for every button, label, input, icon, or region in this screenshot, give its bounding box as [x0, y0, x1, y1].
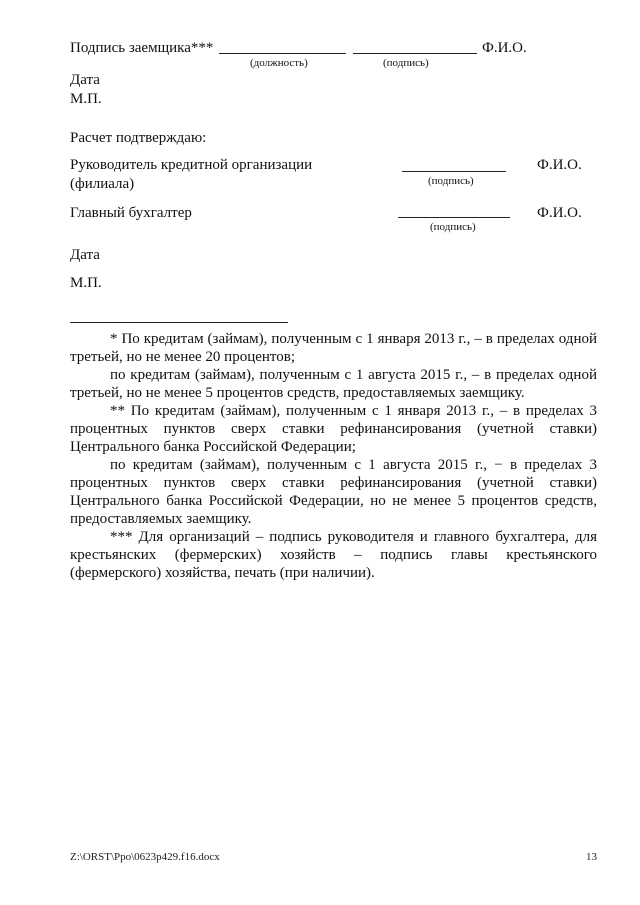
file-path: Z:\ORST\Ppo\0623p429.f16.docx	[70, 851, 220, 863]
position-line	[219, 53, 346, 54]
head-signature-line	[402, 171, 506, 172]
date-label: Дата	[70, 247, 100, 263]
accountant-signature-line	[398, 217, 510, 218]
footnotes	[70, 330, 597, 582]
borrower-signature-label: Подпись заемщика***	[70, 40, 214, 56]
head-label-line2: (филиала)	[70, 176, 135, 192]
footnote-1-continuation: по кредитам (займам), полученным с 1 августа 2015 г., – в пределах одной третьей, но не менее 5 процентов средств, предоставляемых заемщику.	[70, 367, 597, 401]
borrower-fio-label: Ф.И.О.	[482, 40, 527, 56]
accountant-fio-label: Ф.И.О.	[537, 205, 582, 221]
borrower-signature-line	[353, 53, 477, 54]
head-fio-label: Ф.И.О.	[537, 157, 582, 173]
page-number: 13	[586, 851, 597, 863]
stamp-label: М.П.	[70, 275, 102, 291]
footnote-separator	[70, 322, 288, 323]
accountant-signature-caption: (подпись)	[430, 221, 476, 233]
head-label-line1: Руководитель кредитной организации	[70, 157, 313, 173]
position-caption: (должность)	[250, 57, 308, 69]
borrower-date-label: Дата	[70, 72, 100, 88]
footnote-1: * По кредитам (займам), полученным с 1 января 2013 г., – в пределах одной третьей, но не менее 20 процентов;	[70, 331, 597, 365]
footnote-2-continuation: по кредитам (займам), полученным с 1 августа 2015 г., − в пределах 3 процентных пунктов сверх ставки рефинансирования (учетной ставки) Центрального банка Российской Федерации, но не менее 5 процентов средств, предоставляемых заемщику.	[70, 457, 597, 527]
footnote-3: *** Для организаций – подпись руководителя и главного бухгалтера, для крестьянских (фермерских) хозяйств – подпись главы крестьянского (фермерского) хозяйства, печать (при наличии).	[70, 529, 597, 581]
borrower-signature-caption: (подпись)	[383, 57, 429, 69]
accountant-label: Главный бухгалтер	[70, 205, 192, 221]
footnote-2: ** По кредитам (займам), полученным с 1 января 2013 г., – в пределах 3 процентных пунктов сверх ставки рефинансирования (учетной ставки) Центрального банка Российской Федерации;	[70, 403, 597, 455]
confirm-label: Расчет подтверждаю:	[70, 130, 207, 146]
head-signature-caption: (подпись)	[428, 175, 474, 187]
borrower-stamp-label: М.П.	[70, 91, 102, 107]
